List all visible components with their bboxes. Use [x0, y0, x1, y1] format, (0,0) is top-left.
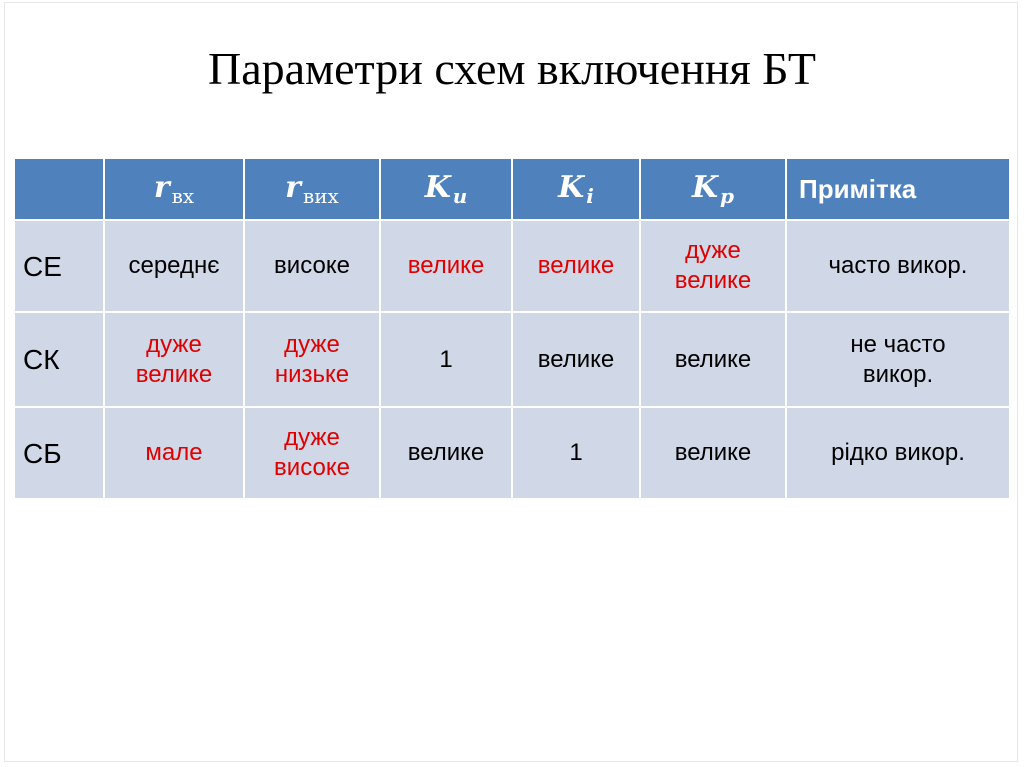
table-cell: високе [244, 220, 380, 312]
table-row-cb [14, 407, 1010, 499]
table-cell: дуже велике [104, 312, 244, 407]
header-k-i: K $_i$ [512, 158, 640, 220]
table-header-row [14, 158, 1010, 220]
header-corner-cell [14, 158, 104, 220]
table-row-ce [14, 220, 1010, 312]
table-cell: мале [104, 407, 244, 499]
table-cell: велике [640, 407, 786, 499]
table-cell: 1 [512, 407, 640, 499]
row-label-ck: СК [14, 312, 104, 407]
table-cell: часто викор. [786, 220, 1010, 312]
header-r-in: r $_{вх}$ [104, 158, 244, 220]
header-k-p: K $_p$ [640, 158, 786, 220]
table-cell: дуже велике [640, 220, 786, 312]
parameters-table [13, 157, 1011, 500]
table-cell: середнє [104, 220, 244, 312]
table-cell: 1 [380, 312, 512, 407]
slide-title: Параметри схем включення БТ [207, 43, 817, 94]
header-note: Примітка [786, 158, 1010, 220]
row-label-cb: СБ [14, 407, 104, 499]
table-cell: дуже низьке [244, 312, 380, 407]
table-cell: велике [380, 407, 512, 499]
row-label-ce: СЕ [14, 220, 104, 312]
table-cell: не часто викор. [786, 312, 1010, 407]
table-cell: велике [512, 220, 640, 312]
table-row-ck [14, 312, 1010, 407]
table-cell: дуже високе [244, 407, 380, 499]
table-cell: велике [640, 312, 786, 407]
header-k-u: K $_u$ [380, 158, 512, 220]
table-cell: велике [512, 312, 640, 407]
table-cell: велике [380, 220, 512, 312]
header-r-out: r $_{вих}$ [244, 158, 380, 220]
table-cell: рідко викор. [786, 407, 1010, 499]
